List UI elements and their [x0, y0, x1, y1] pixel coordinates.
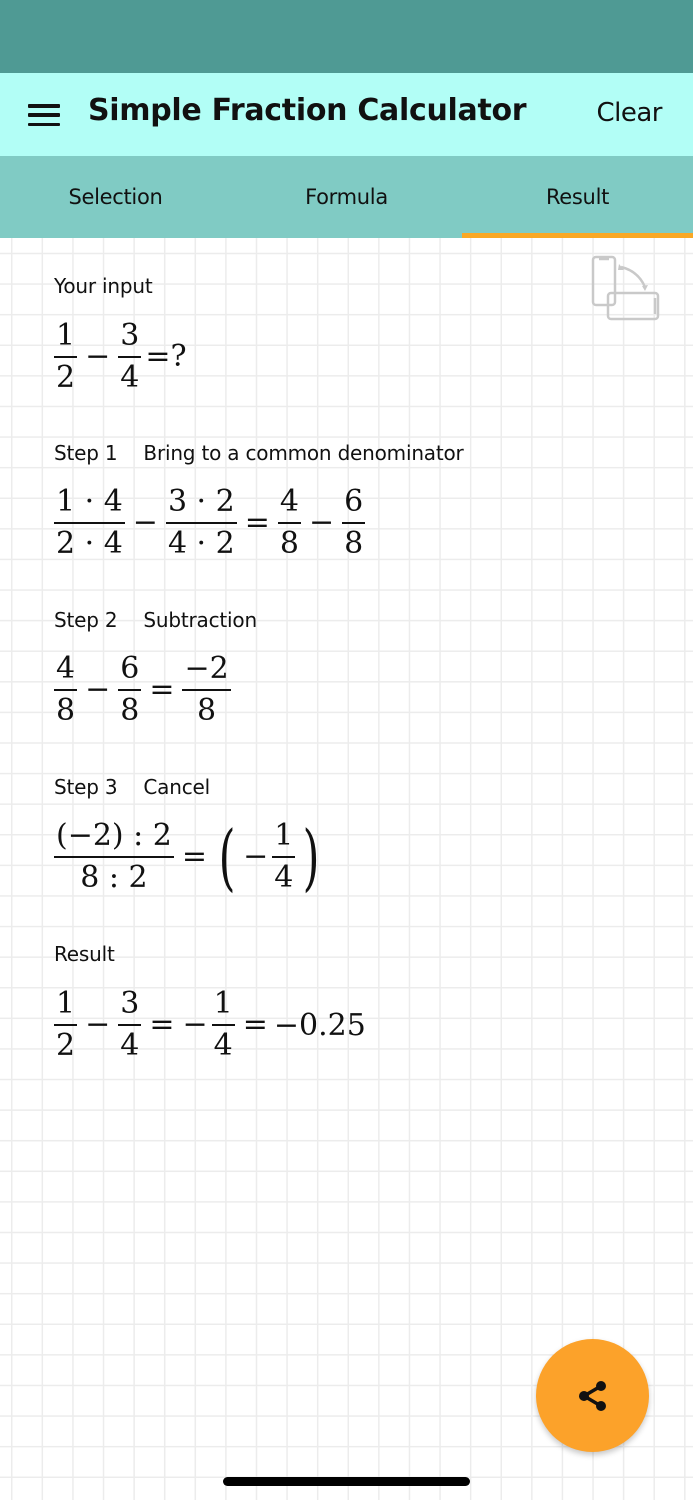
step3-expression: $\frac{(-2) : 2}{8 : 2}$ = ( − $\frac{1}{4}$ ): [56, 815, 320, 899]
step3-label: Step 3 Cancel: [54, 775, 210, 799]
tab-result[interactable]: Result: [462, 156, 693, 238]
tab-bar: [0, 156, 693, 238]
clear-button[interactable]: Clear: [596, 98, 662, 128]
step2-label: Step 2 Subtraction: [54, 608, 257, 632]
step1-expression: $\frac{1 \cdot 4}{2 \cdot 4}$ − $\frac{3 \cdot 2}{4 \cdot 2}$ = $\frac{4}{8}$ − $\frac{6}{8}$: [52, 482, 367, 564]
screen-rotation-icon[interactable]: [590, 255, 662, 323]
fraction: $\frac{1}{2}$: [56, 318, 76, 395]
home-indicator[interactable]: [223, 1477, 470, 1486]
result-label: Result: [54, 942, 115, 966]
fraction: $\frac{(-2) : 2}{8 : 2}$: [56, 818, 172, 895]
share-icon: [575, 1378, 611, 1414]
fraction: $\frac{3}{4}$: [120, 986, 140, 1063]
result-expression: $\frac{1}{2}$ − $\frac{3}{4}$ = − $\frac{1}{4}$ = −0.25: [52, 984, 366, 1066]
app-bar: [0, 73, 693, 156]
fraction: $\frac{1 \cdot 4}{2 \cdot 4}$: [56, 484, 123, 561]
fraction: $\frac{6}{8}$: [344, 484, 364, 561]
fraction: $\frac{4}{8}$: [279, 484, 299, 561]
status-bar: [0, 0, 693, 73]
tab-formula[interactable]: Formula: [305, 185, 388, 209]
fraction: $\frac{6}{8}$: [120, 651, 140, 728]
fraction: $\frac{1}{4}$: [274, 818, 294, 895]
fraction: $\frac{1}{2}$: [56, 986, 76, 1063]
step1-label: Step 1 Bring to a common denominator: [54, 441, 464, 465]
input-label: Your input: [54, 274, 153, 298]
fraction: $\frac{3}{4}$: [120, 318, 140, 395]
step2-expression: $\frac{4}{8}$ − $\frac{6}{8}$ = $\frac{-2}{8}$: [52, 649, 233, 731]
app-title: Simple Fraction Calculator: [88, 93, 527, 128]
input-expression: $\frac{1}{2}$ − $\frac{3}{4}$ =?: [52, 316, 193, 398]
hamburger-menu-icon[interactable]: [28, 104, 60, 126]
fraction: $\frac{3 \cdot 2}{4 \cdot 2}$: [167, 484, 235, 561]
result-decimal: −0.25: [273, 1007, 366, 1043]
fraction: $\frac{4}{8}$: [56, 651, 76, 728]
fraction: $\frac{-2}{8}$: [184, 651, 229, 728]
tab-selection[interactable]: Selection: [68, 185, 163, 209]
fraction: $\frac{1}{4}$: [213, 986, 233, 1063]
share-button[interactable]: [536, 1339, 649, 1452]
